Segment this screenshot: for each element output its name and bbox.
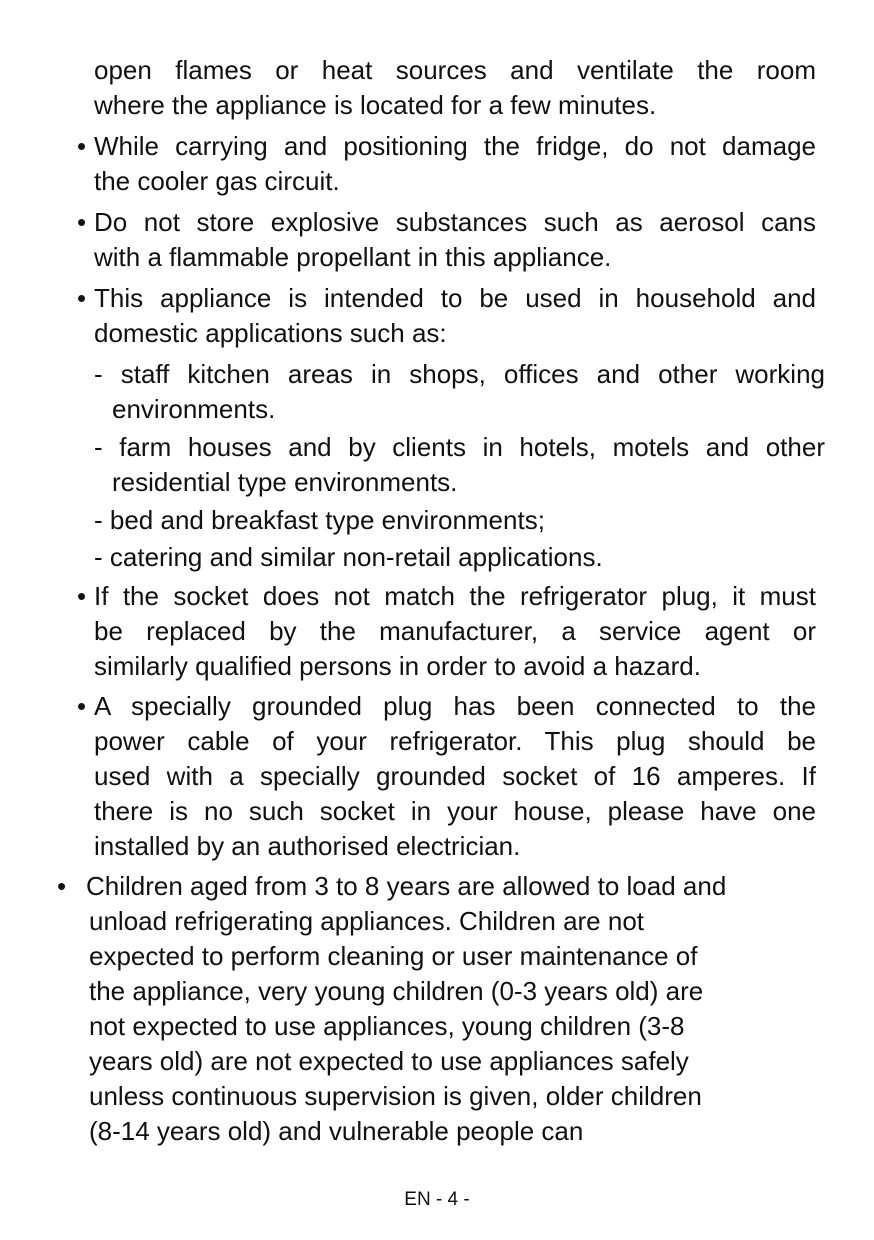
- text-line: there is no such socket in your house, please have one: [94, 796, 816, 826]
- bullet-dot: •: [77, 581, 87, 611]
- text-line: Do not store explosive substances such as aerosol cans: [94, 207, 816, 237]
- text-line: A specially grounded plug has been connected to the: [94, 691, 816, 721]
- text-line: years old) are not expected to use appliances safely: [89, 1046, 689, 1076]
- text-line: expected to perform cleaning or user maintenance of: [89, 941, 698, 971]
- text-line: similarly qualified persons in order to avoid a hazard.: [94, 651, 701, 681]
- bullet-dot: •: [77, 283, 87, 313]
- bullet-dot: •: [57, 871, 67, 901]
- text-line: unload refrigerating appliances. Children are not: [89, 906, 645, 936]
- bullet-dot: •: [77, 207, 87, 237]
- text-line: While carrying and positioning the fridge, do not damage: [94, 131, 816, 161]
- text-line: installed by an authorised electrician.: [94, 831, 521, 861]
- text-line: open flames or heat sources and ventilate the room: [94, 55, 816, 85]
- page-number: EN - 4 -: [404, 1189, 470, 1210]
- text-line: If the socket does not match the refrigerator plug, it must: [94, 581, 816, 611]
- text-line: power cable of your refrigerator. This plug should be: [94, 726, 816, 756]
- text-line: - staff kitchen areas in shops, offices and other working: [94, 359, 825, 389]
- text-line: environments.: [112, 394, 276, 424]
- text-line: (8-14 years old) and vulnerable people can: [89, 1116, 584, 1146]
- text-line: be replaced by the manufacturer, a service agent or: [94, 616, 816, 646]
- bullet-dot: •: [77, 131, 87, 161]
- text-line: not expected to use appliances, young children (3-8: [89, 1011, 685, 1041]
- text-line: This appliance is intended to be used in household and: [94, 283, 816, 313]
- bullet-dot: •: [77, 691, 87, 721]
- text-line: the cooler gas circuit.: [94, 166, 340, 196]
- text-line: unless continuous supervision is given, older children: [89, 1081, 702, 1111]
- text-line: residential type environments.: [112, 467, 458, 497]
- text-line: - catering and similar non-retail applications.: [94, 542, 603, 572]
- text-line: the appliance, very young children (0-3 years old) are: [89, 976, 704, 1006]
- text-line: domestic applications such as:: [94, 318, 447, 348]
- text-line: - bed and breakfast type environments;: [94, 505, 545, 535]
- text-line: where the appliance is located for a few minutes.: [94, 90, 657, 120]
- text-line: - farm houses and by clients in hotels, motels and other: [94, 432, 825, 462]
- text-line: Children aged from 3 to 8 years are allowed to load and: [86, 871, 727, 901]
- text-line: used with a specially grounded socket of 16 amperes. If: [94, 761, 816, 791]
- text-line: with a flammable propellant in this appliance.: [94, 242, 612, 272]
